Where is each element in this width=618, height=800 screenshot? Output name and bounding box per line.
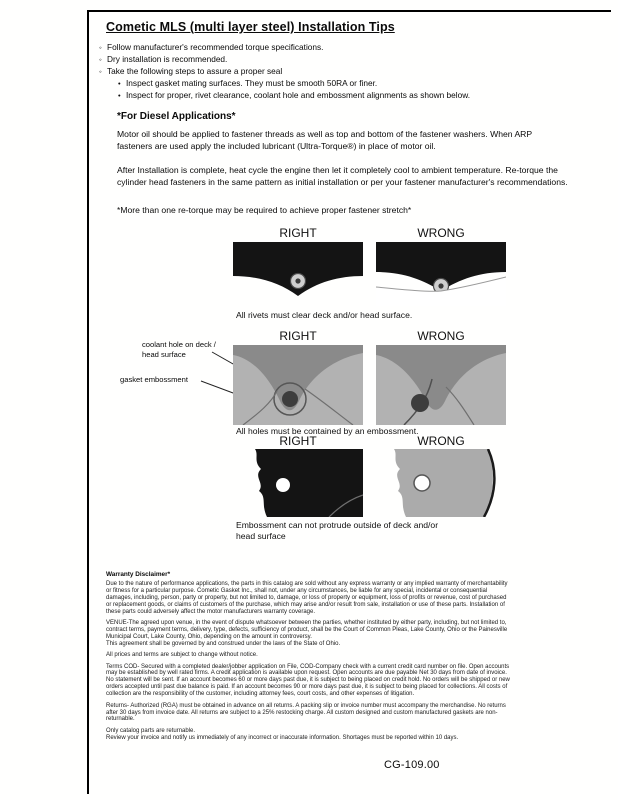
retorque-note: *More than one re-torque may be required to achieve proper fastener stretch* — [117, 205, 412, 215]
tip-text: Take the following steps to assure a proper seal — [107, 65, 283, 76]
page-title: Cometic MLS (multi layer steel) Installation Tips — [106, 20, 395, 34]
coolant-hole — [282, 391, 298, 407]
diesel-paragraph-1: Motor oil should be applied to fastener threads as well as top and bottom of the fastener washers. When ARP fasteners are used apply the included lubricant (Ultra-Torque®) in place of motor oil. — [117, 129, 532, 151]
warranty-paragraph: Returns- Authorized (RGA) must be obtained in advance on all returns. A packing slip or invoice number must accompany the merchandise. No returns after 30 days from invoice date. All returns are subject to a 25% restocking charge. All custom designed and custom manufactured gaskets are non-returnable. — [106, 702, 506, 723]
deck-shape — [394, 449, 493, 517]
wrong-header-row3: WRONG — [417, 434, 465, 448]
warranty-heading: Warranty Disclaimer* — [106, 571, 171, 578]
tip-text: Inspect gasket mating surfaces. They must be smooth 50RA or finer. — [126, 77, 378, 88]
tip-text: Follow manufacturer's recommended torque specifications. — [107, 42, 324, 52]
diesel-applications-heading: *For Diesel Applications* — [117, 111, 236, 122]
rivet-center-dot — [438, 283, 443, 288]
embossment-hole — [414, 475, 430, 491]
hole-outside-diagram — [376, 345, 506, 425]
embossment-right-panel — [233, 345, 363, 425]
warranty-paragraph: VENUE-The agreed upon venue, in the event of dispute whatsoever between the parties, whether instituted by either party, including, but not limited to, contract terms, payment terms, delivery, type, defects, sufficiency of product, shall be the Court of Common Pleas, Lake County, Ohio or the Painesville Municipal Court, Lake County, Ohio, depending on the amount in controversy. — [106, 620, 508, 640]
warranty-paragraph: Terms COD- Secured with a completed dealer/jobber application on File, COD-Company check with a current credit card number on file. Open accounts may be established by well rated firms. A credit application is available upon request. Open accounts are due payable Net 30 days from date of invoice. No statement will be sent. If an account becomes 60 or more days past due, it is subject to being placed on credit hold. No orders will be shipped or new orders accepted until past due balance is paid. If an account becomes 90 or more days past due, it is subject to being placed for collections. All costs of collection are the responsibility of the customer, including attorney fees, court costs, and other expenses of litigation. — [106, 663, 510, 698]
list-item — [118, 90, 470, 102]
list-item — [99, 42, 470, 54]
bullet-icon: ◦ — [99, 43, 102, 52]
row1-caption: All rivets must clear deck and/or head surface. — [236, 310, 413, 320]
warranty-paragraph: Due to the nature of performance applications, the parts in this catalog are sold without any express warranty or any implied warranty of merchantability or fitness for a particular purpose. Cometic Gasket Inc., shall not, under any circumstances, be liable for any special, incidental or consequential damages, including, person, party or property, but not limited to, damage, or loss of property or equipment, loss of profits or revenue, cost of purchased or replacement goods, or claims of customers of the purchase, which may arise and/or result from sale, installation or use of these parts. Installation of these parts could adversely affect the motor manufacturers warranty coverage. — [106, 581, 508, 615]
row3-caption: Embossment can not protrude outside of deck and/or head surface — [236, 520, 439, 541]
rivet-interference-diagram — [376, 242, 506, 306]
warranty-paragraph: This agreement shall be governed by and construed under the laws of the State of Ohio. — [106, 640, 341, 647]
deck-shape — [255, 449, 363, 517]
right-header-row2: RIGHT — [279, 329, 317, 343]
tip-text: Dry installation is recommended. — [107, 53, 228, 64]
installation-tips-list — [99, 42, 470, 102]
rivet-clear-diagram — [233, 242, 363, 306]
sub-bullet-icon: • — [118, 90, 121, 100]
right-header-row3: RIGHT — [279, 434, 317, 448]
protrude-wrong-panel — [376, 449, 506, 517]
rivet-wrong-panel — [376, 242, 506, 306]
bullet-icon: ◦ — [99, 54, 102, 64]
hole-contained-diagram — [233, 345, 363, 425]
wrong-header-row1: WRONG — [417, 226, 465, 240]
embossment-wrong-panel — [376, 345, 506, 425]
warranty-paragraph: All prices and terms are subject to change without notice. — [106, 652, 258, 659]
wrong-header-row2: WRONG — [417, 329, 465, 343]
embossment-inside-diagram — [233, 449, 363, 517]
sub-bullet-icon: • — [118, 78, 121, 88]
tip-text: Inspect for proper, rivet clearance, coolant hole and embossment alignments as shown below. — [126, 89, 471, 100]
embossment-protruding-diagram — [376, 449, 506, 517]
embossment-hole — [276, 478, 290, 492]
protrude-right-panel — [233, 449, 363, 517]
list-item — [99, 66, 470, 78]
right-header-row1: RIGHT — [279, 226, 317, 240]
rivet-right-panel — [233, 242, 363, 306]
warranty-paragraph: Review your invoice and notify us immediately of any incorrect or inaccurate information. Shortages must be reported within 10 days. — [106, 734, 459, 741]
list-item — [99, 54, 470, 66]
diesel-paragraph-2: After Installation is complete, heat cycle the engine then let it completely cool to ambient temperature. Re-torque the cylinder head fasteners in the same pattern as initial installation or per your fastener manufacturer's recommendations. — [117, 165, 568, 187]
warranty-paragraph: Only catalog parts are returnable. — [106, 727, 196, 734]
warranty-text-block — [106, 581, 510, 746]
coolant-hole-label: coolant hole on deck / head surface — [142, 340, 216, 359]
rivet-center-dot — [295, 278, 300, 283]
bullet-icon: ◦ — [99, 66, 102, 76]
catalog-page-code: CG-109.00 — [384, 759, 440, 771]
gasket-embossment-label: gasket embossment — [120, 375, 188, 384]
coolant-hole — [411, 394, 429, 412]
list-item — [118, 78, 470, 90]
row2-caption: All holes must be contained by an embossment. — [236, 426, 419, 436]
